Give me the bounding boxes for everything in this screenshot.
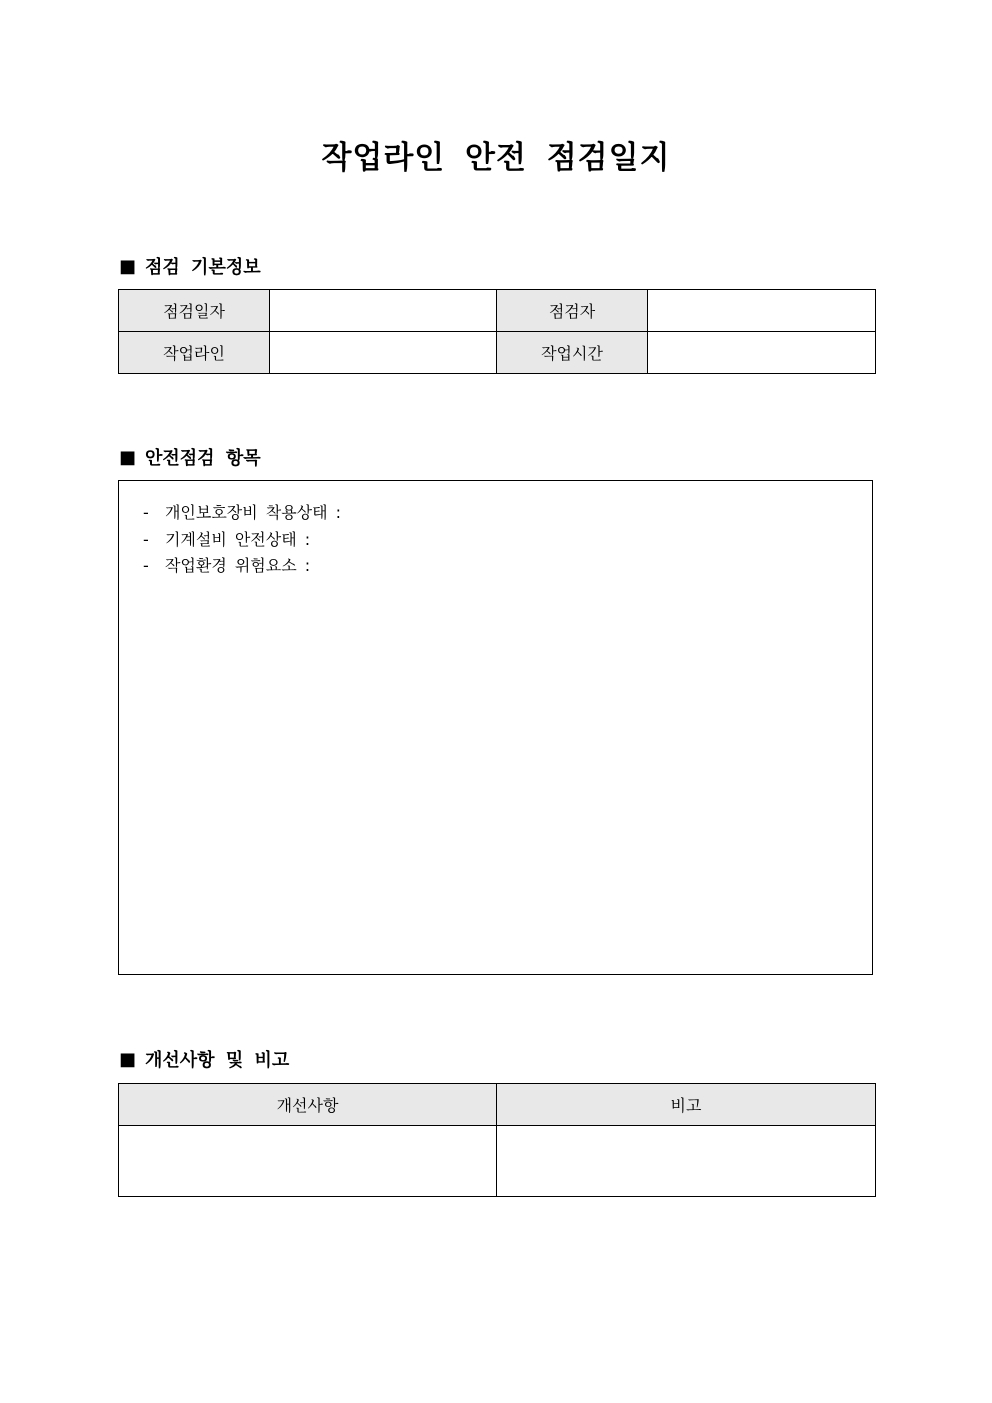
inspector-field[interactable] (648, 290, 876, 332)
remarks-field[interactable] (497, 1126, 876, 1197)
section-heading-basic-info (119, 253, 261, 279)
section-heading-safety-items (119, 444, 261, 470)
basic-info-table (118, 289, 876, 374)
section-heading-improvements (119, 1046, 289, 1072)
safety-check-textarea[interactable] (118, 480, 873, 975)
check-item-environment: - 작업환경 위험요소 : (143, 556, 311, 575)
inspection-date-label: 점검일자 (119, 290, 270, 332)
work-time-field[interactable] (648, 332, 876, 374)
table-row (119, 332, 876, 374)
section-title-safety-items: 안전점검 항목 (145, 448, 261, 469)
improvements-field[interactable] (119, 1126, 497, 1197)
check-item-equipment: - 기계설비 안전상태 : (143, 529, 311, 549)
inspector-label: 점검자 (497, 290, 648, 332)
improvements-table (118, 1083, 876, 1197)
work-line-field[interactable] (270, 332, 497, 374)
check-item-ppe: - 개인보호장비 착용상태 : (143, 503, 342, 522)
column-header-improvements: 개선사항 (119, 1084, 497, 1126)
work-line-label: 작업라인 (119, 332, 270, 374)
table-header-row (119, 1084, 876, 1126)
column-header-remarks: 비고 (497, 1084, 876, 1126)
inspection-date-field[interactable] (270, 290, 497, 332)
square-bullet-icon: ■ (119, 446, 137, 468)
square-bullet-icon: ■ (119, 255, 137, 277)
table-row (119, 1126, 876, 1197)
square-bullet-icon: ■ (119, 1048, 137, 1070)
section-title-improvements: 개선사항 및 비고 (145, 1050, 290, 1071)
work-time-label: 작업시간 (497, 332, 648, 374)
document-title: 작업라인 안전 점검일지 (321, 140, 671, 176)
table-row (119, 290, 876, 332)
section-title-basic-info: 점검 기본정보 (145, 257, 261, 278)
